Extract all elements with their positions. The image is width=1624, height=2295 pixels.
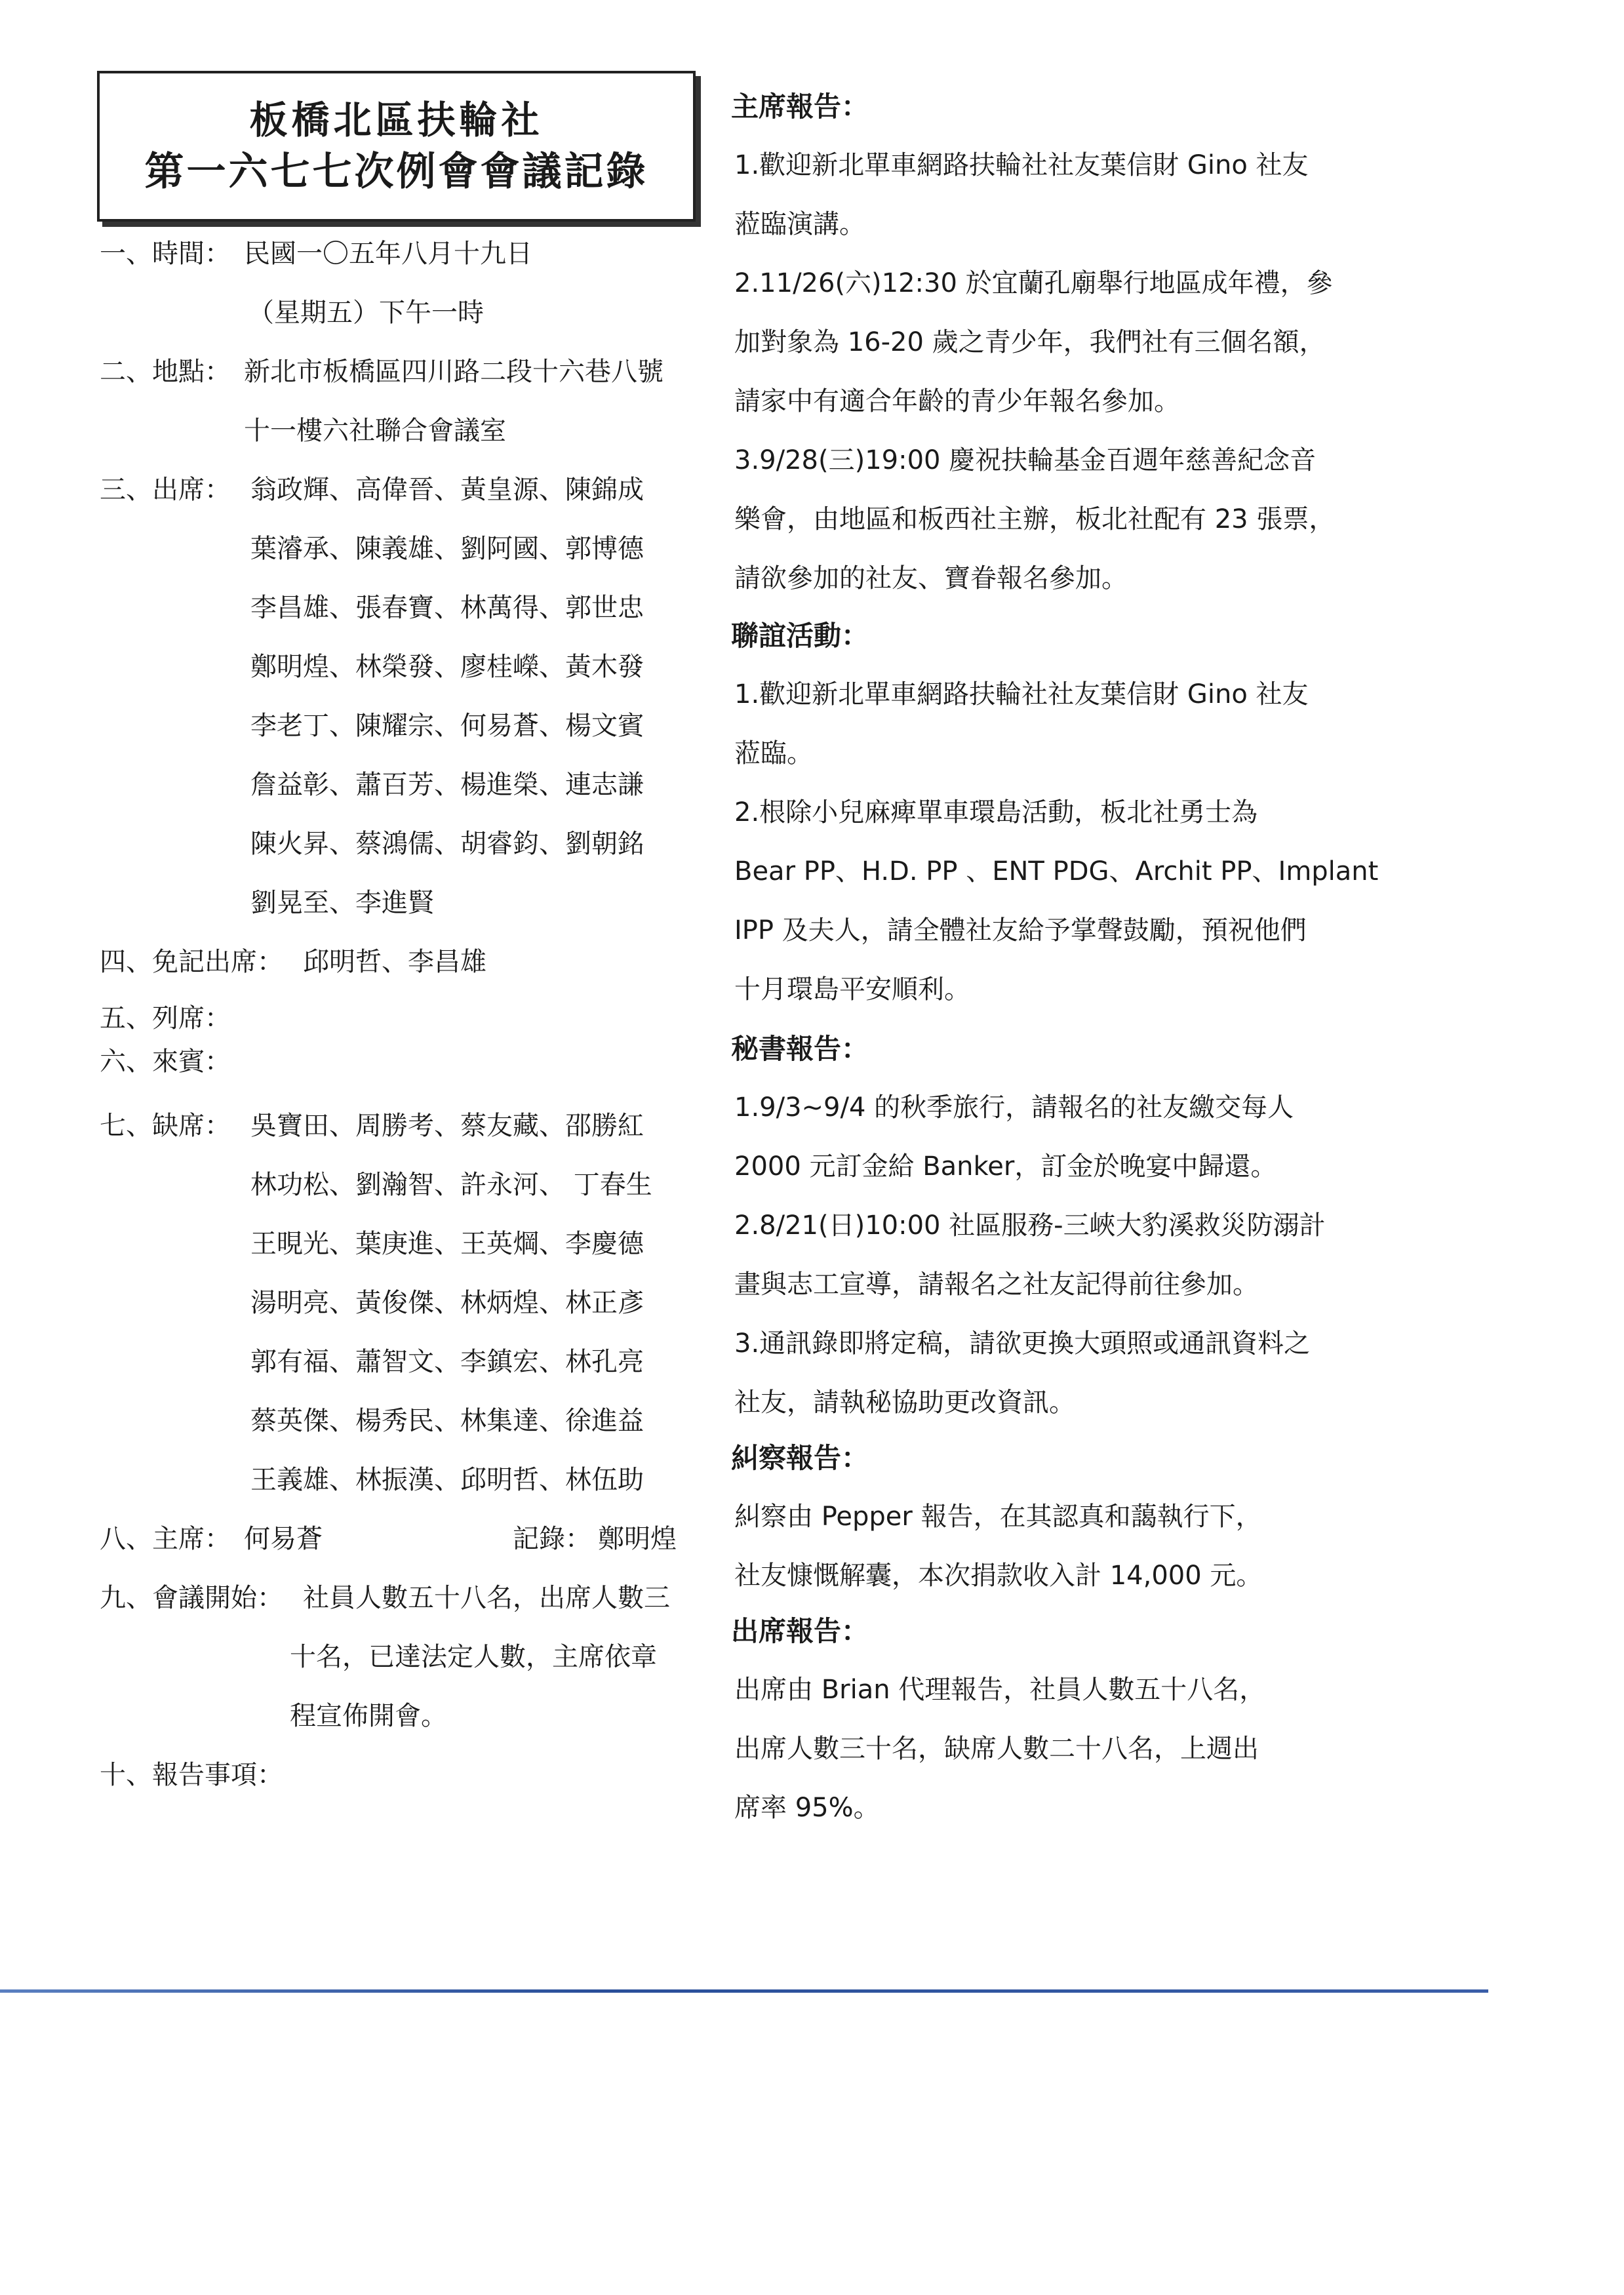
secretary-report-line: 3.通訊錄即將定稿，請欲更換大頭照或通訊資料之 [734,1328,1311,1359]
chair-label: 主席： [152,1524,231,1554]
attendance-report-heading: 出席報告： [731,1615,869,1647]
place-value: 新北市板橋區四川路二段十六巷八號 [244,357,663,387]
fellowship-line: 蒞臨。 [734,738,813,768]
attendance-report-line: 出席人數三十名，缺席人數二十八名，上週出 [734,1734,1259,1764]
attendee-line: 陳火昇、蔡鴻儒、胡睿鈞、劉朝銘 [250,829,644,859]
report-number: 十、 [100,1760,152,1790]
observer-number: 五、 [100,1003,152,1033]
record-label: 記錄： [513,1524,591,1554]
record-value: 鄭明煌 [598,1524,677,1554]
secretary-report-line: 2000 元訂金給 Banker，訂金於晚宴中歸還。 [734,1151,1277,1182]
absentee-line: 郭有福、蕭智文、李鎮宏、林孔亮 [250,1347,644,1377]
attendee-line: 劉晃至、李進賢 [250,888,434,918]
sergeant-report-heading: 糾察報告： [731,1442,869,1474]
attendee-line: 詹益彰、蕭百芳、楊進榮、連志謙 [250,770,644,800]
fellowship-line: 十月環島平安順利。 [734,974,970,1005]
president-report-line: 加對象為 16-20 歲之青少年，我們社有三個名額， [734,327,1326,357]
absentee-line: 湯明亮、黃俊傑、林炳煌、林正彥 [250,1288,644,1318]
president-report-line: 2.11/26(六)12:30 於宜蘭孔廟舉行地區成年禮，參 [734,268,1333,298]
fellowship-line: 2.根除小兒麻痺單車環島活動，板北社勇士為 [734,797,1258,828]
president-report-line: 請欲參加的社友、寶眷報名參加。 [734,563,1128,593]
footer-divider [0,1989,1488,1993]
observer-label: 列席： [152,1003,231,1033]
open-line: 十名，已達法定人數，主席依章 [290,1642,657,1672]
absent-label: 缺席： [152,1111,231,1141]
exempt-number: 四、 [100,947,152,977]
time-value: 民國一〇五年八月十九日 [244,239,532,269]
chair-number: 八、 [100,1524,152,1554]
place-label: 地點： [152,357,231,387]
attendance-number: 三、 [100,475,152,505]
absentee-line: 蔡英傑、楊秀民、林集達、徐進益 [250,1406,644,1436]
time-number: 一、 [100,239,152,269]
report-label: 報告事項： [152,1760,283,1790]
exempt-label: 免記出席： [152,947,283,977]
attendee-line: 鄭明煌、林榮發、廖桂嶸、黃木發 [250,652,644,682]
open-line: 社員人數五十八名，出席人數三 [303,1583,670,1613]
meeting-title: 第一六七七次例會會議記錄 [144,149,648,195]
secretary-report-heading: 秘書報告： [731,1033,869,1065]
club-name: 板橋北區扶輪社 [249,98,544,142]
time-label: 時間： [152,239,231,269]
president-report-line: 請家中有適合年齡的青少年報名參加。 [734,386,1180,416]
attendee-line: 李老丁、陳耀宗、何易蒼、楊文賓 [250,711,644,741]
chair-value: 何易蒼 [244,1524,323,1554]
absentee-line: 王晛光、葉庚進、王英焵、李慶德 [250,1229,644,1259]
document-title-box [97,71,696,222]
absentee-line: 吳寶田、周勝考、蔡友藏、邵勝紅 [250,1111,644,1141]
fellowship-line: 1.歡迎新北單車網路扶輪社社友葉信財 Gino 社友 [734,679,1309,709]
time-value-weekday: （星期五）下午一時 [248,298,484,328]
fellowship-line: Bear PP、H.D. PP 、ENT PDG、Archit PP、Implant [734,856,1379,887]
attendance-report-line: 出席由 Brian 代理報告，社員人數五十八名， [734,1675,1266,1705]
president-report-line: 樂會，由地區和板西社主辦，板北社配有 23 張票， [734,504,1336,534]
attendee-line: 李昌雄、張春寶、林萬得、郭世忠 [250,593,644,623]
fellowship-heading: 聯誼活動： [731,620,869,652]
guest-label: 來賓： [152,1047,231,1077]
secretary-report-line: 社友，請執秘協助更改資訊。 [734,1387,1075,1418]
place-value-room: 十一樓六社聯合會議室 [244,416,506,446]
open-number: 九、 [100,1583,152,1613]
secretary-report-line: 1.9/3~9/4 的秋季旅行，請報名的社友繳交每人 [734,1092,1294,1123]
absentee-line: 林功松、劉瀚智、許永河、 丁春生 [250,1170,652,1200]
sergeant-report-line: 社友慷慨解囊，本次捐款收入計 14,000 元。 [734,1561,1263,1591]
absentee-line: 王義雄、林振漢、邱明哲、林伍助 [250,1465,644,1495]
attendee-line: 葉濬承、陳義雄、劉阿國、郭博德 [250,534,644,564]
absent-number: 七、 [100,1111,152,1141]
secretary-report-line: 畫與志工宣導，請報名之社友記得前往參加。 [734,1269,1259,1300]
exempt-value: 邱明哲、李昌雄 [303,947,486,977]
attendance-label: 出席： [152,475,231,505]
guest-number: 六、 [100,1047,152,1077]
sergeant-report-line: 糾察由 Pepper 報告，在其認真和藹執行下， [734,1502,1262,1532]
president-report-line: 蒞臨演講。 [734,209,865,239]
president-report-line: 3.9/28(三)19:00 慶祝扶輪基金百週年慈善紀念音 [734,445,1317,475]
open-label: 會議開始： [152,1583,283,1613]
attendance-report-line: 席率 95%。 [734,1793,880,1823]
secretary-report-line: 2.8/21(日)10:00 社區服務-三峽大豹溪救災防溺計 [734,1210,1326,1241]
fellowship-line: IPP 及夫人，請全體社友給予掌聲鼓勵，預祝他們 [734,915,1307,946]
attendee-line: 翁政輝、高偉晉、黃皇源、陳錦成 [250,475,644,505]
president-report-heading: 主席報告： [731,90,869,123]
place-number: 二、 [100,357,152,387]
president-report-line: 1.歡迎新北單車網路扶輪社社友葉信財 Gino 社友 [734,150,1309,180]
open-line: 程宣佈開會。 [290,1701,447,1731]
